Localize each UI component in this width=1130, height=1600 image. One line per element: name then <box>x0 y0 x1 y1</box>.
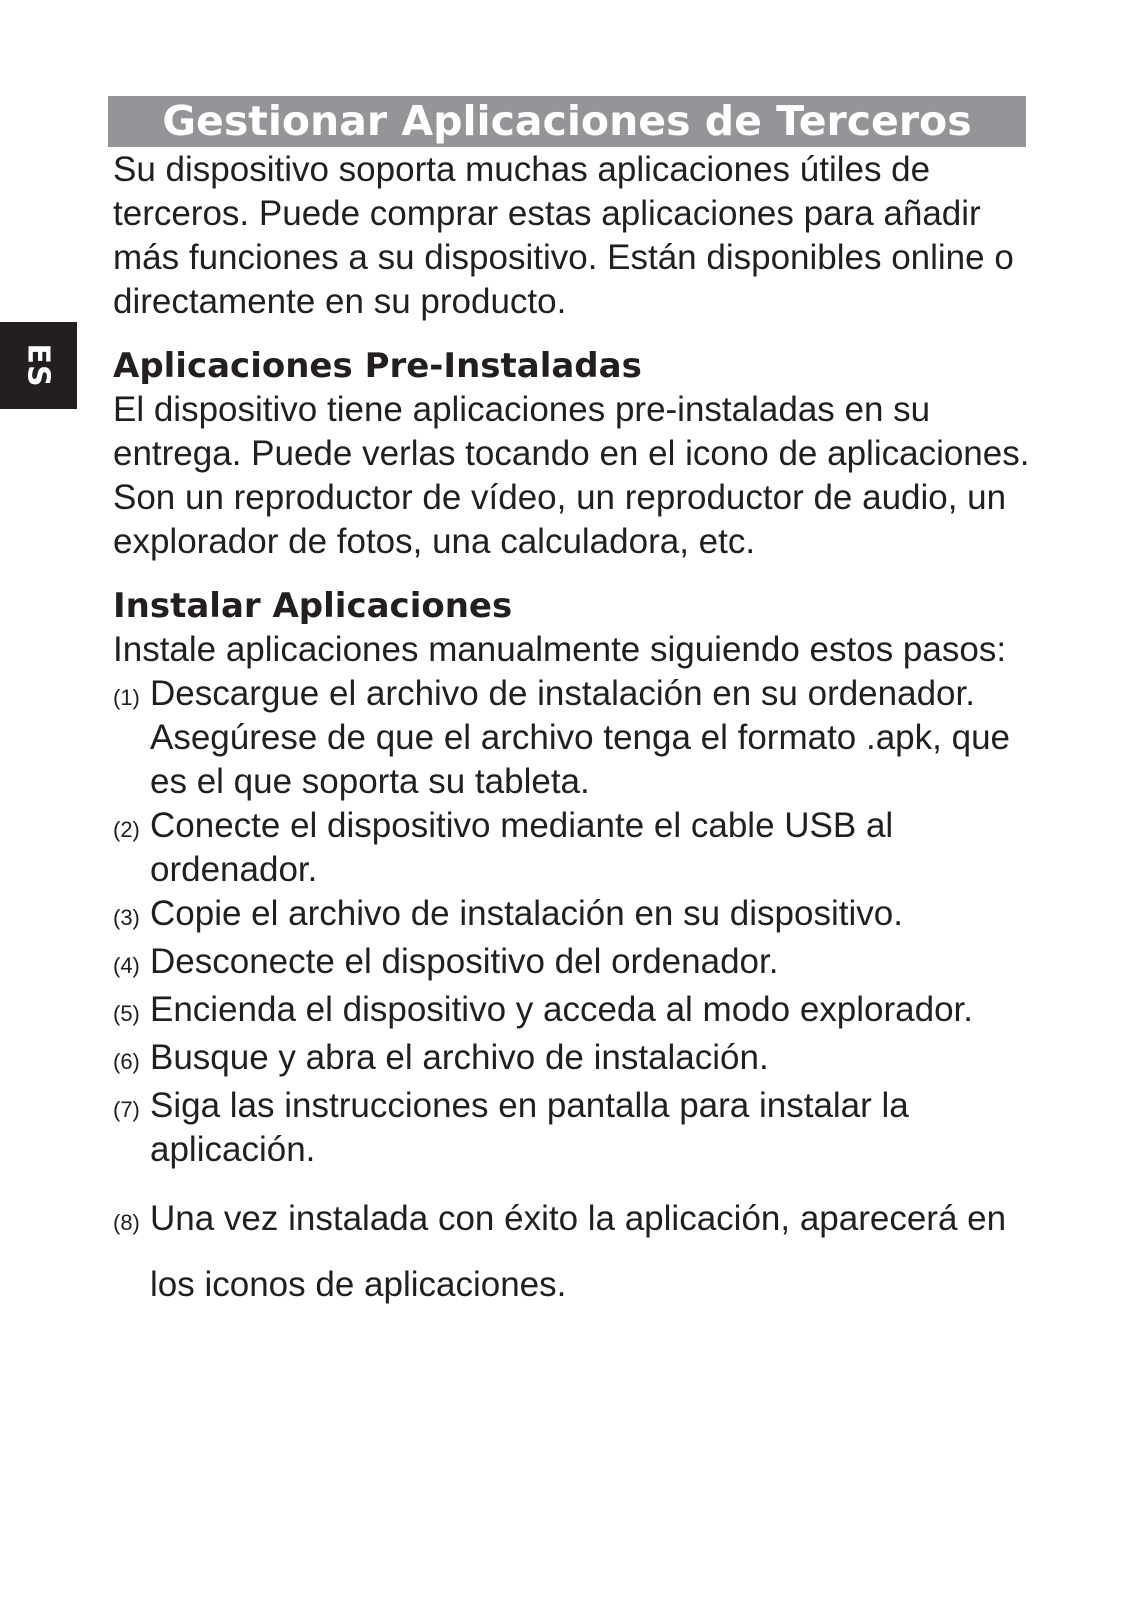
install-step <box>113 1084 1033 1172</box>
step-number: (1) <box>113 685 140 710</box>
step-text: Conecte el dispositivo mediante el cable USB al ordenador. <box>150 806 894 889</box>
step-text: Una vez instalada con éxito la aplicación, aparecerá en los iconos de aplicaciones. <box>150 1199 1007 1304</box>
step-number: (4) <box>113 953 140 978</box>
install-step <box>113 1186 1033 1318</box>
install-step <box>113 988 1033 1036</box>
step-number: (5) <box>113 1001 140 1026</box>
preinstalled-paragraph: El dispositivo tiene aplicaciones pre-instaladas en su entrega. Puede verlas tocando en el icono de aplicaciones. Son un reproductor de vídeo, un reproductor de audio, un explorador de fotos, una calculadora, etc. <box>113 390 1030 561</box>
step-text: Encienda el dispositivo y acceda al modo explorador. <box>150 990 973 1029</box>
step-number: (6) <box>113 1049 140 1074</box>
section-title-bar <box>108 96 1026 147</box>
preinstalled-section <box>113 344 1033 564</box>
install-paragraph: Instale aplicaciones manualmente siguiendo estos pasos: <box>113 630 1007 669</box>
intro-paragraph: Su dispositivo soporta muchas aplicaciones útiles de terceros. Puede comprar estas aplicaciones para añadir más funciones a su dispositivo. Están disponibles online o directamente en su producto. <box>113 150 1014 321</box>
install-heading: Instalar Aplicaciones <box>113 586 513 626</box>
install-step <box>113 940 1033 988</box>
install-step <box>113 1036 1033 1084</box>
step-text: Busque y abra el archivo de instalación. <box>150 1038 769 1077</box>
preinstalled-heading: Aplicaciones Pre-Instaladas <box>113 346 642 386</box>
step-number: (3) <box>113 905 140 930</box>
install-step <box>113 672 1033 804</box>
step-text: Desconecte el dispositivo del ordenador. <box>150 942 779 981</box>
install-steps-list <box>113 672 1033 1318</box>
install-step <box>113 892 1033 940</box>
content <box>113 148 1033 1318</box>
step-number: (8) <box>113 1210 140 1235</box>
page-title: Gestionar Aplicaciones de Terceros <box>162 97 972 145</box>
install-step <box>113 804 1033 892</box>
language-tab <box>0 322 77 409</box>
install-section <box>113 584 1033 1318</box>
language-tab-label: ES <box>20 343 56 388</box>
step-text: Copie el archivo de instalación en su dispositivo. <box>150 894 903 933</box>
step-text: Siga las instrucciones en pantalla para instalar la aplicación. <box>150 1086 909 1169</box>
step-number: (2) <box>113 817 140 842</box>
step-number: (7) <box>113 1097 140 1122</box>
step-text: Descargue el archivo de instalación en su ordenador. Asegúrese de que el archivo tenga el formato .apk, que es el que soporta su tableta. <box>150 674 1010 801</box>
